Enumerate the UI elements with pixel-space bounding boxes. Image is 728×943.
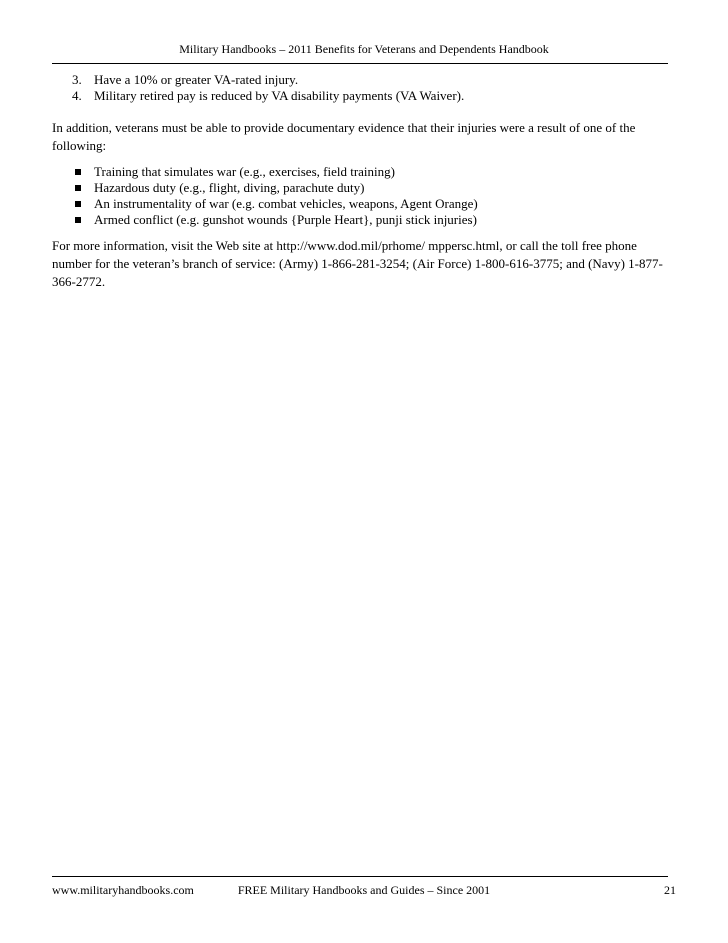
bullet-list-item (74, 164, 478, 180)
bullet-list-item (74, 212, 478, 228)
bullet-text: An instrumentality of war (e.g. combat vehicles, weapons, Agent Orange) (94, 196, 478, 211)
bullet-list-item (74, 196, 478, 212)
bullet-text: Armed conflict (e.g. gunshot wounds {Purple Heart}, punji stick injuries) (94, 212, 477, 227)
header-divider (52, 63, 668, 64)
square-bullet-icon (75, 169, 81, 175)
footer-website: www.militaryhandbooks.com (52, 883, 194, 897)
footer-tagline: FREE Military Handbooks and Guides – Since 2001 (237, 883, 491, 897)
square-bullet-icon (75, 201, 81, 207)
bullet-list-item (74, 180, 478, 196)
numbered-list (72, 72, 464, 104)
list-item-text: Military retired pay is reduced by VA disability payments (VA Waiver). (94, 88, 465, 103)
footer-divider (52, 876, 668, 877)
info-paragraph: For more information, visit the Web site at http://www.dod.mil/prhome/ mppersc.html, or call the toll free phone number for the veteran’s branch of service: (Army) 1-866-281-3254; (Air Force) 1-800-616-3775; and (Navy) 1-877-366-2772. (52, 238, 663, 289)
numbered-list-item (72, 88, 464, 104)
square-bullet-icon (75, 185, 81, 191)
bullet-list (74, 164, 478, 228)
square-bullet-icon (75, 217, 81, 223)
numbered-list-item (72, 72, 464, 88)
list-number: 3. (72, 72, 82, 87)
page-number: 21 (664, 883, 676, 897)
list-item-text: Have a 10% or greater VA-rated injury. (94, 72, 299, 87)
list-number: 4. (72, 88, 82, 103)
bullet-text: Hazardous duty (e.g., flight, diving, parachute duty) (94, 180, 365, 195)
bullet-text: Training that simulates war (e.g., exercises, field training) (94, 164, 395, 179)
page-header: Military Handbooks – 2011 Benefits for Veterans and Dependents Handbook (179, 42, 549, 56)
intro-paragraph: In addition, veterans must be able to provide documentary evidence that their injuries were a result of one of the following: (52, 120, 636, 153)
